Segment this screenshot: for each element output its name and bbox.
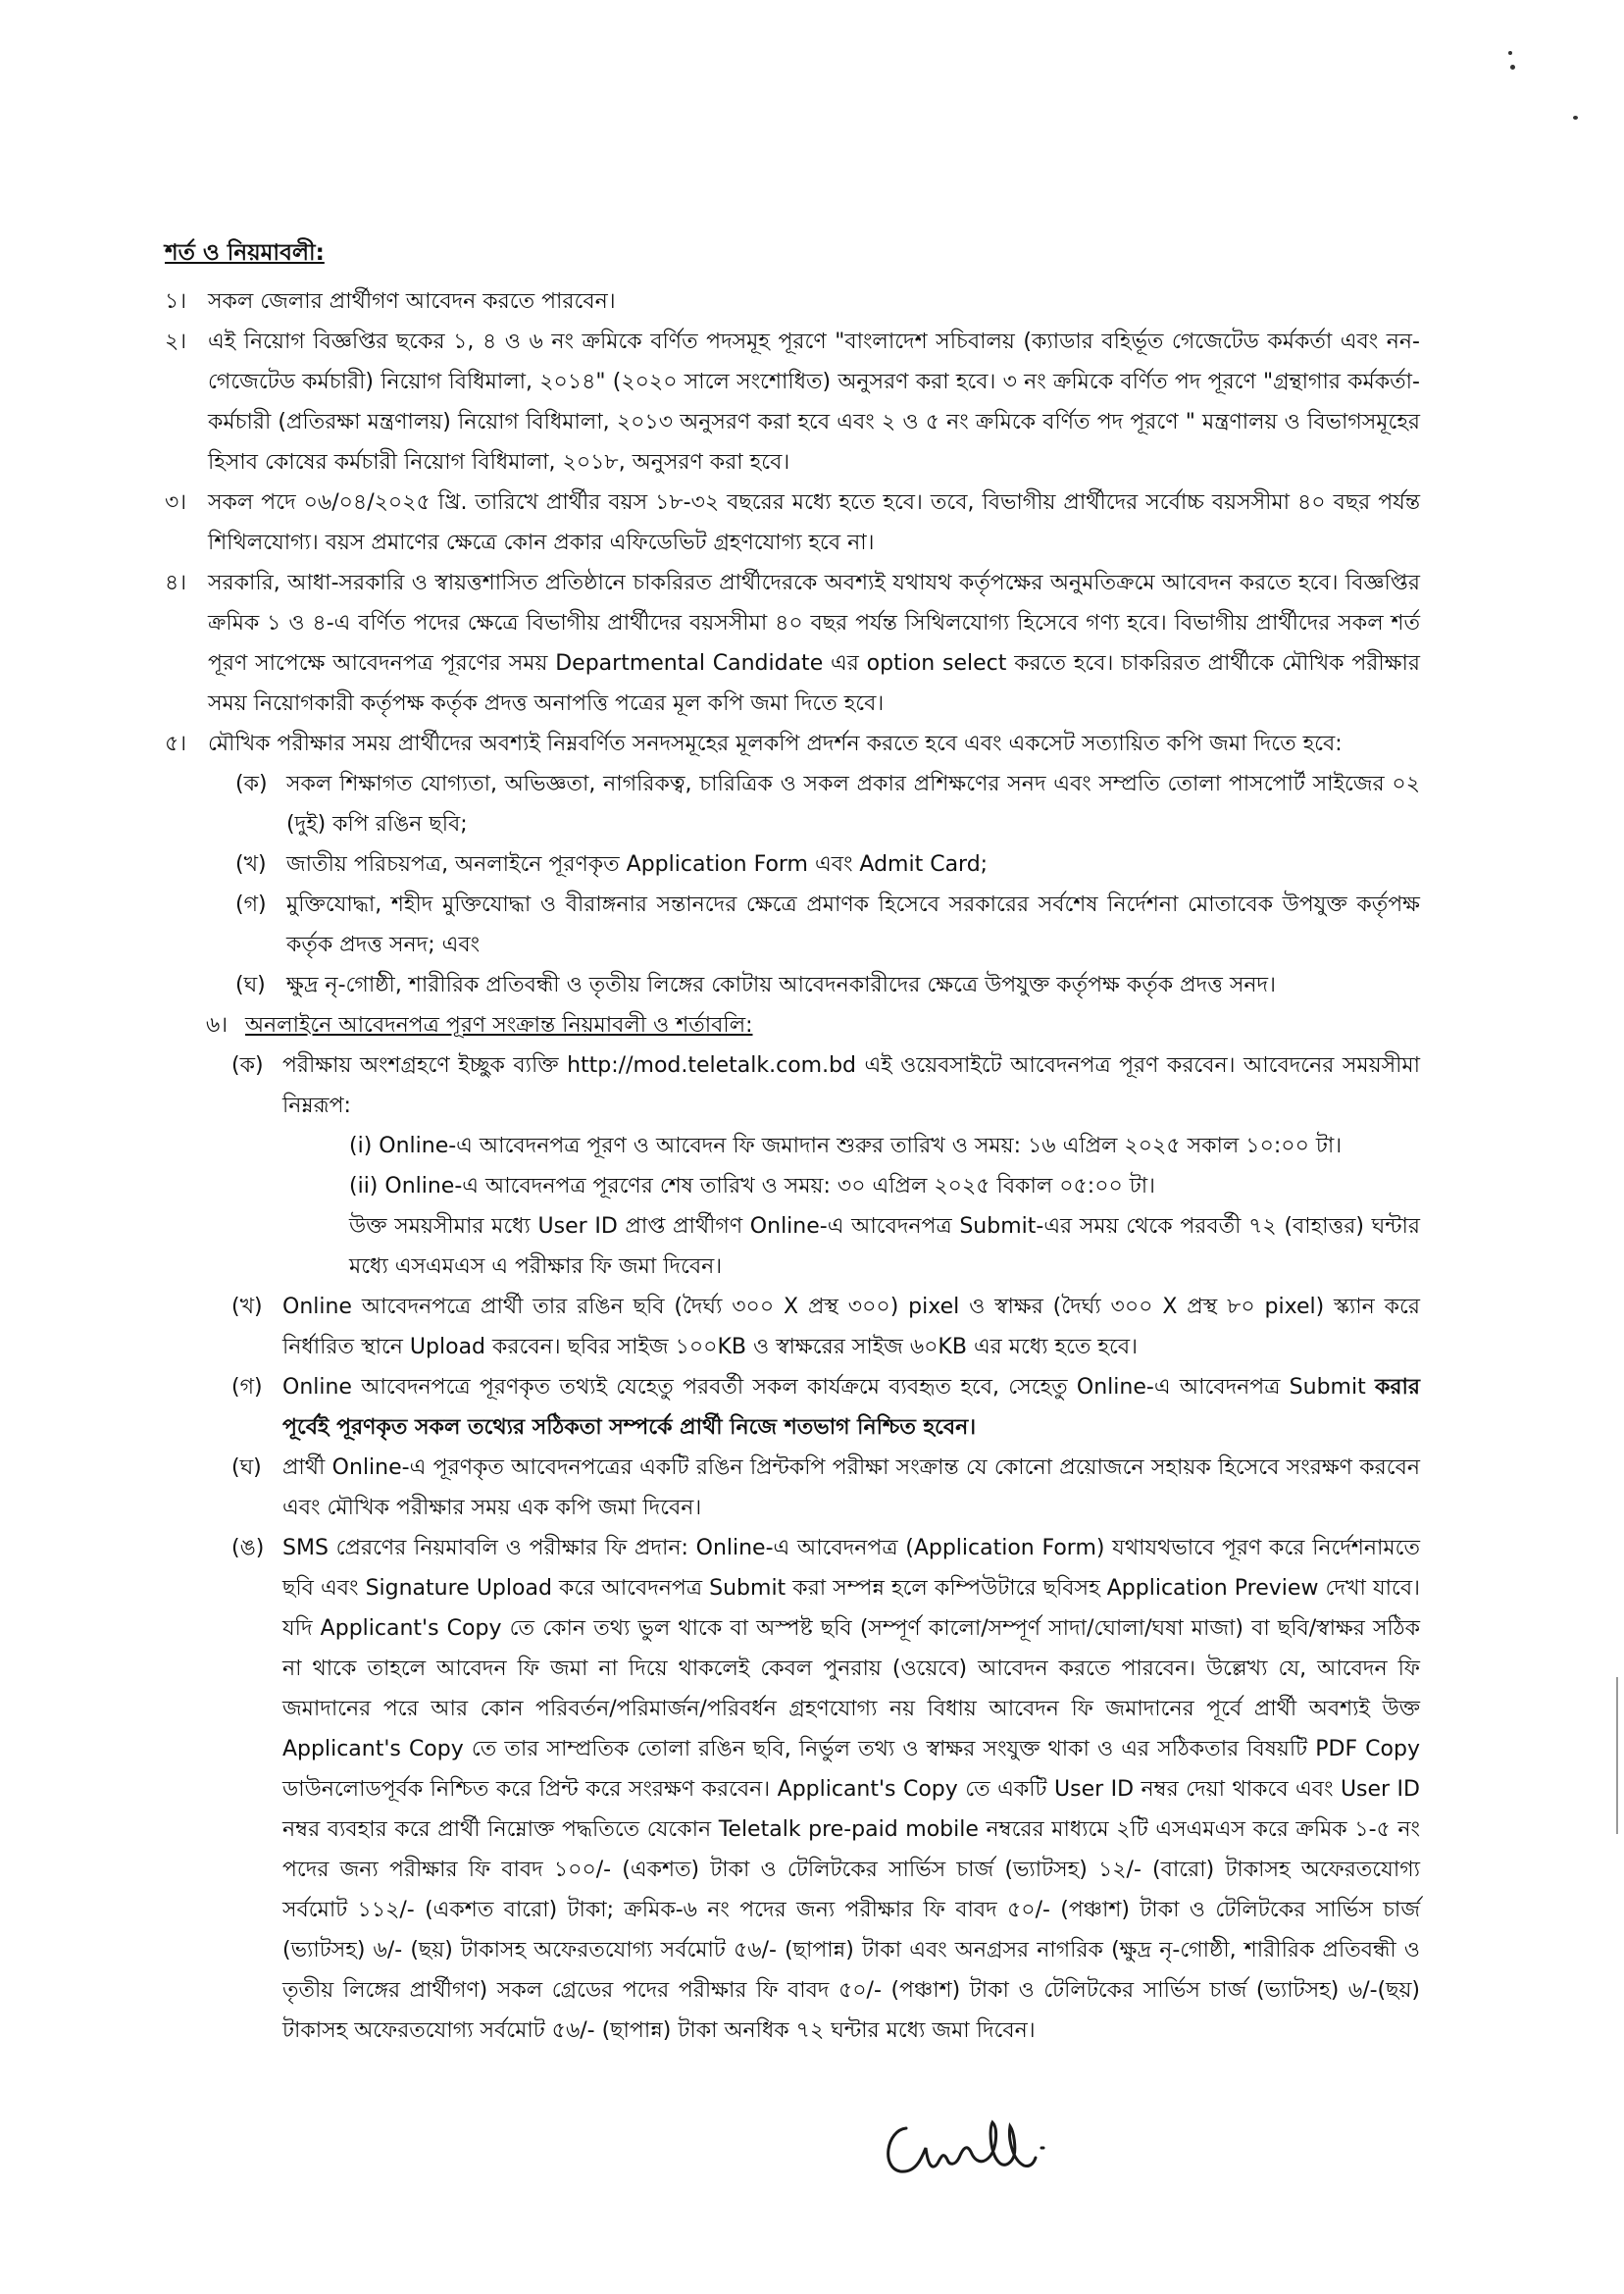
list-item [165, 483, 1420, 563]
sub-item-text: জাতীয় পরিচয়পত্র, অনলাইনে পূরণকৃত Application Form এবং Admit Card; [286, 852, 989, 877]
sublist-item [235, 885, 1420, 965]
end-date-line: (ii) Online-এ আবেদনপত্র পূরণের শেষ তারিখ ও সময়: ৩০ এপ্রিল ২০২৫ বিকাল ০৫:০০ টা। [349, 1174, 1156, 1198]
sub-item-text [282, 1367, 1420, 1448]
sublist-item [231, 1287, 1420, 1367]
sub-item-text: SMS প্রেরণের নিয়মাবলি ও পরীক্ষার ফি প্রদান: Online-এ আবেদনপত্র (Application Form) যথাযথভাবে পূরণ করে নির্দেশনামতে ছবি এবং Signature Upload করে আবেদনপত্র Submit করা সম্পন্ন হলে কম্পিউটারে ছবিসহ Application Preview দেখা যাবে। যদি Applicant's Copy তে কোন তথ্য ভুল থাকে বা অস্পষ্ট ছবি (সম্পূর্ণ কালো/সম্পূর্ণ সাদা/ঘোলা/ঘষা মাজা) বা ছবি/স্বাক্ষর সঠিক না থাকে তাহলে আবেদন ফি জমা না দিয়ে থাকলেই কেবল পুনরায় (ওয়েবে) আবেদন করতে পারবেন। উল্লেখ্য যে, আবেদন ফি জমাদানের পরে আর কোন পরিবর্তন/পরিমার্জন/পরিবর্ধন গ্রহণযোগ্য নয় বিধায় আবেদন ফি জমাদানের পূর্বে প্রার্থী অবশ্যই উক্ত Applicant's Copy তে তার সাম্প্রতিক তোলা রঙিন ছবি, নির্ভুল তথ্য ও স্বাক্ষর সংযুক্ত থাকা ও এর সঠিকতার বিষয়টি PDF Copy ডাউনলোডপূর্বক নিশ্চিত করে প্রিন্ট করে সংরক্ষণ করবেন। Applicant's Copy তে একটি User ID নম্বর দেয়া থাকবে এবং User ID নম্বর ব্যবহার করে প্রার্থী নিম্নোক্ত পদ্ধতিতে যেকোন Teletalk pre-paid mobile নম্বরের মাধ্যমে ২টি এসএমএস করে ক্রমিক ১-৫ নং পদের জন্য পরীক্ষার ফি বাবদ ১০০/- (একশত) টাকা ও টেলিটকের সার্ভিস চার্জ (ভ্যাটসহ) ১২/- (বারো) টাকাসহ অফেরতযোগ্য সর্বমোট ১১২/- (একশত বারো) টাকা; ক্রমিক-৬ নং পদের জন্য পরীক্ষার ফি বাবদ ৫০/- (পঞ্চাশ) টাকা ও টেলিটকের সার্ভিস চার্জ (ভ্যাটসহ) ৬/- (ছয়) টাকাসহ অফেরতযোগ্য সর্বমোট ৫৬/- (ছাপান্ন) টাকা এবং অনগ্রসর নাগরিক (ক্ষুদ্র নৃ-গোষ্ঠী, শারীরিক প্রতিবন্ধী ও তৃতীয় লিঙ্গের প্রার্থীগণ) সকল গ্রেডের পদের পরীক্ষার ফি বাবদ ৫০/- (পঞ্চাশ) টাকা ও টেলিটকের সার্ভিস চার্জ (ভ্যাটসহ) ৬/-(ছয়) টাকাসহ অফেরতযোগ্য সর্বমোট ৫৬/- (ছাপান্ন) টাকা অনধিক ৭২ ঘন্টার মধ্যে জমা দিবেন। [282, 1536, 1420, 2043]
item-text: মৌখিক পরীক্ষার সময় প্রার্থীদের অবশ্যই নিম্নবর্ণিত সনদসমূহের মূলকপি প্রদর্শন করতে হবে এবং একসেট সত্যায়িত কপি জমা দিতে হবে: [208, 732, 1343, 756]
item-number: ৪। [165, 571, 187, 595]
sublist [235, 764, 1420, 1005]
sub-item-text: সকল শিক্ষাগত যোগ্যতা, অভিজ্ঞতা, নাগরিকত্ব, চারিত্রিক ও সকল প্রকার প্রশিক্ষণের সনদ এবং সম্প্রতি তোলা পাসপোর্ট সাইজের ০২ (দুই) কপি রঙিন ছবি; [286, 772, 1420, 837]
item-text: এই নিয়োগ বিজ্ঞপ্তির ছকের ১, ৪ ও ৬ নং ক্রমিকে বর্ণিত পদসমূহ পূরণে "বাংলাদেশ সচিবালয় (ক্যাডার বহির্ভূত গেজেটেড কর্মকর্তা এবং নন-গেজেটেড কর্মচারী) নিয়োগ বিধিমালা, ২০১৪" (২০২০ সালে সংশোধিত) অনুসরণ করা হবে। ৩ নং ক্রমিকে বর্ণিত পদ পূরণে "গ্রন্থাগার কর্মকর্তা-কর্মচারী (প্রতিরক্ষা মন্ত্রণালয়) নিয়োগ বিধিমালা, ২০১৩ অনুসরণ করা হবে এবং ২ ও ৫ নং ক্রমিকে বর্ণিত পদ পূরণে " মন্ত্রণালয় ও বিভাগসমূহের হিসাব কোষের কর্মচারী নিয়োগ বিধিমালা, ২০১৮, অনুসরণ করা হবে। [208, 330, 1420, 475]
list-item [165, 322, 1420, 483]
scan-edge-line [1616, 1677, 1618, 1834]
fee-deadline-note: উক্ত সময়সীমার মধ্যে User ID প্রাপ্ত প্রার্থীগণ Online-এ আবেদনপত্র Submit-এর সময় থেকে পরবর্তী ৭২ (বাহাত্তর) ঘন্টার মধ্যে এসএমএস এ পরীক্ষার ফি জমা দিবেন। [349, 1214, 1420, 1279]
item-text: সরকারি, আধা-সরকারি ও স্বায়ত্তশাসিত প্রতিষ্ঠানে চাকরিরত প্রার্থীদেরকে অবশ্যই যথাযথ কর্তৃপক্ষের অনুমতিক্রমে আবেদন করতে হবে। বিজ্ঞপ্তির ক্রমিক ১ ও ৪-এ বর্ণিত পদের ক্ষেত্রে বিভাগীয় প্রার্থীদের বয়সসীমা ৪০ বছর পর্যন্ত সিথিলযোগ্য হিসেবে গণ্য হবে। বিভাগীয় প্রার্থীদের সকল শর্ত পূরণ সাপেক্ষে আবেদনপত্র পূরণের সময় Departmental Candidate এর option select করতে হবে। চাকরিরত প্রার্থীকে মৌখিক পরীক্ষার সময় নিয়োগকারী কর্তৃপক্ষ কর্তৃক প্রদত্ত অনাপত্তি পত্রের মূল কপি জমা দিতে হবে। [208, 571, 1420, 716]
sublist-item [235, 965, 1420, 1005]
item-number: ৫। [165, 732, 187, 756]
section-6-title: অনলাইনে আবেদনপত্র পূরণ সংক্রান্ত নিয়মাবলী ও শর্তাবলি: [245, 1013, 753, 1038]
list-item [165, 724, 1420, 764]
item-text: সকল পদে ০৬/০৪/২০২৫ খ্রি. তারিখে প্রার্থীর বয়স ১৮-৩২ বছরের মধ্যে হতে হবে। তবে, বিভাগীয় প্রার্থীদের সর্বোচ্চ বয়সসীমা ৪০ বছর পর্যন্ত শিথিলযোগ্য। বয়স প্রমাণের ক্ষেত্রে কোন প্রকার এফিডেভিট গ্রহণযোগ্য হবে না। [208, 490, 1420, 555]
sub-item-marker: (খ) [235, 852, 267, 877]
sub-item-marker: (ক) [235, 772, 268, 796]
item-number: ৬। [206, 1013, 228, 1038]
sub-item-text-regular: Online আবেদনপত্রে পূরণকৃত তথ্যই যেহেতু পরবর্তী সকল কার্যক্রমে ব্যবহৃত হবে, সেহেতু Online-এ আবেদনপত্র Submit [282, 1375, 1366, 1400]
document-page [165, 233, 1420, 2051]
sub-item-text: প্রার্থী Online-এ পূরণকৃত আবেদনপত্রের একটি রঙিন প্রিন্টকপি পরীক্ষা সংক্রান্ত যে কোনো প্রয়োজনে সহায়ক হিসেবে সংরক্ষণ করবেন এবং মৌখিক পরীক্ষার সময় এক কপি জমা দিবেন। [282, 1455, 1420, 1520]
sublist-item [231, 1367, 1420, 1448]
sub-item-text: মুক্তিযোদ্ধা, শহীদ মুক্তিযোদ্ধা ও বীরাঙ্গনার সন্তানদের ক্ষেত্রে প্রমাণক হিসেবে সরকারের সর্বশেষ নির্দেশনা মোতাবেক উপযুক্ত কর্তৃপক্ষ কর্তৃক প্রদত্ত সনদ; এবং [286, 892, 1420, 957]
sub-item-text: ক্ষুদ্র নৃ-গোষ্ঠী, শারীরিক প্রতিবন্ধী ও তৃতীয় লিঙ্গের কোটায় আবেদনকারীদের ক্ষেত্রে উপযুক্ত কর্তৃপক্ষ কর্তৃক প্রদত্ত সনদ। [286, 973, 1276, 997]
sub-item-text: পরীক্ষায় অংশগ্রহণে ইচ্ছুক ব্যক্তি http://mod.teletalk.com.bd এই ওয়েবসাইটে আবেদনপত্র পূরণ করবেন। আবেদনের সময়সীমা নিম্নরূপ: [282, 1053, 1420, 1118]
item-text: সকল জেলার প্রার্থীগণ আবেদন করতে পারবেন। [208, 289, 616, 314]
sub-item-marker: (ক) [231, 1053, 264, 1078]
sub-item-marker: (গ) [231, 1375, 263, 1400]
list-item [165, 563, 1420, 724]
sub-item-marker: (ঘ) [231, 1455, 262, 1480]
sublist-item [231, 1045, 1420, 1126]
start-date-line: (i) Online-এ আবেদনপত্র পূরণ ও আবেদন ফি জমাদান শুরুর তারিখ ও সময়: ১৬ এপ্রিল ২০২৫ সকাল ১০:০০ টা। [349, 1134, 1343, 1158]
section-6-list [231, 1045, 1420, 2051]
item-number: ২। [165, 330, 187, 354]
sublist-item [235, 764, 1420, 844]
scan-speck [1508, 51, 1512, 55]
sublist-item [231, 1448, 1420, 1528]
item-number: ৩। [165, 490, 187, 515]
sub-item-text: Online আবেদনপত্রে প্রার্থী তার রঙিন ছবি (দৈর্ঘ্য ৩০০ X প্রস্থ ৩০০) pixel ও স্বাক্ষর (দৈর্ঘ্য ৩০০ X প্রস্থ ৮০ pixel) স্ক্যান করে নির্ধারিত স্থানে Upload করবেন। ছবির সাইজ ১০০KB ও স্বাক্ষরের সাইজ ৬০KB এর মধ্যে হতে হবে। [282, 1295, 1420, 1359]
sub-item-marker: (খ) [231, 1295, 263, 1319]
sub-item-marker: (ঙ) [231, 1536, 265, 1560]
sublist-item [235, 844, 1420, 885]
list-item [165, 281, 1420, 322]
scan-speck [1573, 116, 1578, 120]
section-heading: শর্ত ও নিয়মাবলী: [165, 240, 325, 266]
section-6-heading [206, 1005, 1420, 1045]
sub-item-text-bold: করার পূর্বেই পূরণকৃত সকল তথ্যের সঠিকতা সম্পর্কে প্রার্থী নিজে শতভাগ নিশ্চিত হবেন। [282, 1375, 1420, 1440]
handwritten-signature [877, 2109, 1063, 2187]
sublist-item [231, 1528, 1420, 2051]
sub-item-marker: (ঘ) [235, 973, 266, 997]
sub-item-marker: (গ) [235, 892, 267, 917]
item-number: ১। [165, 289, 187, 314]
scan-speck [1510, 65, 1515, 70]
